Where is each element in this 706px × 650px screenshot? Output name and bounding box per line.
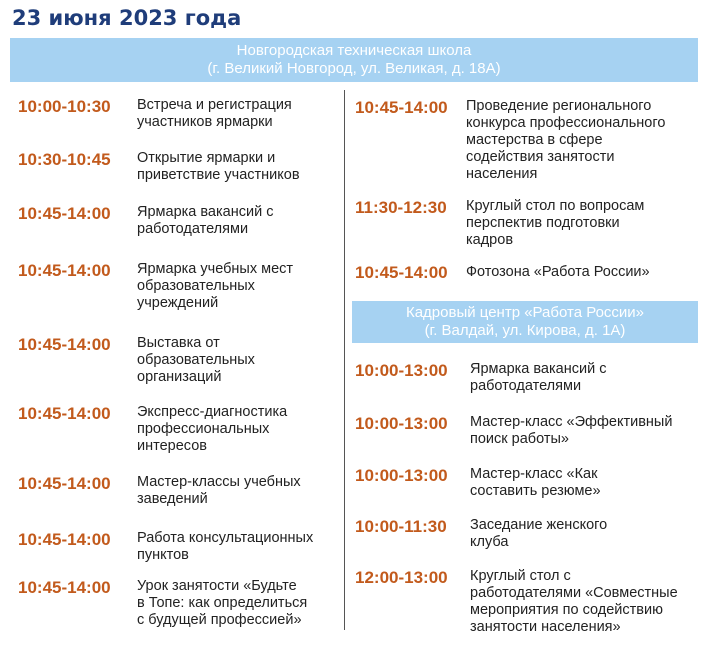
event-description-line: составить резюме»	[470, 483, 601, 499]
event-description-line: поиск работы»	[470, 431, 569, 447]
event-description-line: Круглый стол по вопросам	[466, 198, 645, 214]
event-description-line: Встреча и регистрация	[137, 97, 292, 113]
event-description-line: учреждений	[137, 295, 219, 311]
venue-name: Кадровый центр «Работа России»	[405, 304, 645, 321]
event-time: 11:30-12:30	[355, 198, 447, 217]
event-description	[470, 568, 678, 636]
date-title: 23 июня 2023 года	[12, 6, 242, 30]
event-description-line: Круглый стол с	[470, 568, 571, 584]
event-description	[470, 466, 601, 500]
event-description-line: в Топе: как определиться	[137, 595, 308, 611]
event-time: 10:45-14:00	[355, 98, 448, 117]
event-time: 10:45-14:00	[18, 474, 111, 493]
event-description-line: мастерства в сфере	[466, 132, 603, 148]
event-description-line: мероприятия по содействию	[470, 602, 663, 618]
event-description-line: конкурса профессионального	[466, 115, 666, 131]
event-time: 10:45-14:00	[18, 261, 111, 280]
event-time: 12:00-13:00	[355, 568, 448, 587]
event-description-line: населения	[466, 166, 538, 182]
event-description	[137, 335, 255, 386]
event-description	[470, 361, 606, 395]
event-description	[466, 198, 644, 249]
event-description-line: Мастер-класс «Эффективный	[470, 414, 673, 430]
venue-header-novgorod	[10, 38, 698, 82]
event-description-line: занятости населения»	[470, 619, 621, 635]
event-description	[470, 414, 672, 448]
event-time: 10:45-14:00	[18, 204, 111, 223]
event-time: 10:00-13:00	[355, 361, 448, 380]
event-description	[137, 404, 287, 455]
event-description	[137, 530, 313, 564]
event-description-line: организаций	[137, 369, 222, 385]
venue-name: Новгородская техническая школа	[236, 42, 472, 59]
event-time: 10:45-14:00	[18, 335, 111, 354]
venue-address: (г. Валдай, ул. Кирова, д. 1А)	[424, 322, 626, 339]
event-description-line: профессиональных	[137, 421, 270, 437]
event-description-line: Работа консультационных	[137, 530, 314, 546]
event-description	[137, 204, 273, 238]
event-description	[466, 98, 665, 183]
venue-address: (г. Великий Новгород, ул. Великая, д. 18А)	[207, 60, 501, 77]
event-description-line: участников ярмарки	[137, 114, 273, 130]
event-description-line: Мастер-классы учебных	[137, 474, 301, 490]
event-description-line: образовательных	[137, 352, 255, 368]
event-time: 10:00-13:00	[355, 466, 448, 485]
event-description	[137, 97, 292, 131]
column-divider	[344, 90, 345, 630]
event-description	[466, 264, 650, 281]
event-description-line: работодателями	[137, 221, 249, 237]
event-description-line: клуба	[470, 534, 509, 550]
venue-header-valdai	[352, 301, 698, 343]
event-description-line: содействия занятости	[466, 149, 615, 165]
event-time: 10:00-10:30	[18, 97, 111, 116]
event-description-line: работодателями	[470, 378, 582, 394]
event-description-line: пунктов	[137, 547, 189, 563]
event-description-line: Открытие ярмарки и	[137, 150, 276, 166]
event-description	[137, 150, 300, 184]
event-description	[137, 261, 293, 312]
event-description-line: образовательных	[137, 278, 255, 294]
event-description-line: Заседание женского	[470, 517, 608, 533]
event-description-line: заведений	[137, 491, 208, 507]
event-time: 10:45-14:00	[18, 530, 111, 549]
event-time: 10:45-14:00	[355, 263, 448, 282]
event-description	[137, 578, 307, 629]
event-description	[470, 517, 607, 551]
event-time: 10:45-14:00	[18, 578, 111, 597]
event-description-line: Мастер-класс «Как	[470, 466, 598, 482]
event-description-line: с будущей профессией»	[137, 612, 302, 628]
event-description	[137, 474, 301, 508]
event-time: 10:00-13:00	[355, 414, 448, 433]
event-description-line: интересов	[137, 438, 207, 454]
event-time: 10:30-10:45	[18, 150, 111, 169]
event-description-line: кадров	[466, 232, 514, 248]
event-time: 10:00-11:30	[355, 517, 447, 536]
event-description-line: перспектив подготовки	[466, 215, 620, 231]
event-description-line: работодателями «Совместные	[470, 585, 678, 601]
event-time: 10:45-14:00	[18, 404, 111, 423]
event-description-line: Проведение регионального	[466, 98, 652, 114]
event-description-line: Выставка от	[137, 335, 220, 351]
event-description-line: Фотозона «Работа России»	[466, 264, 650, 280]
event-description-line: приветствие участников	[137, 167, 300, 183]
event-description-line: Урок занятости «Будьте	[137, 578, 297, 594]
event-description-line: Ярмарка вакансий с	[470, 361, 607, 377]
event-description-line: Экспресс-диагностика	[137, 404, 288, 420]
event-description-line: Ярмарка учебных мест	[137, 261, 294, 277]
event-description-line: Ярмарка вакансий с	[137, 204, 274, 220]
